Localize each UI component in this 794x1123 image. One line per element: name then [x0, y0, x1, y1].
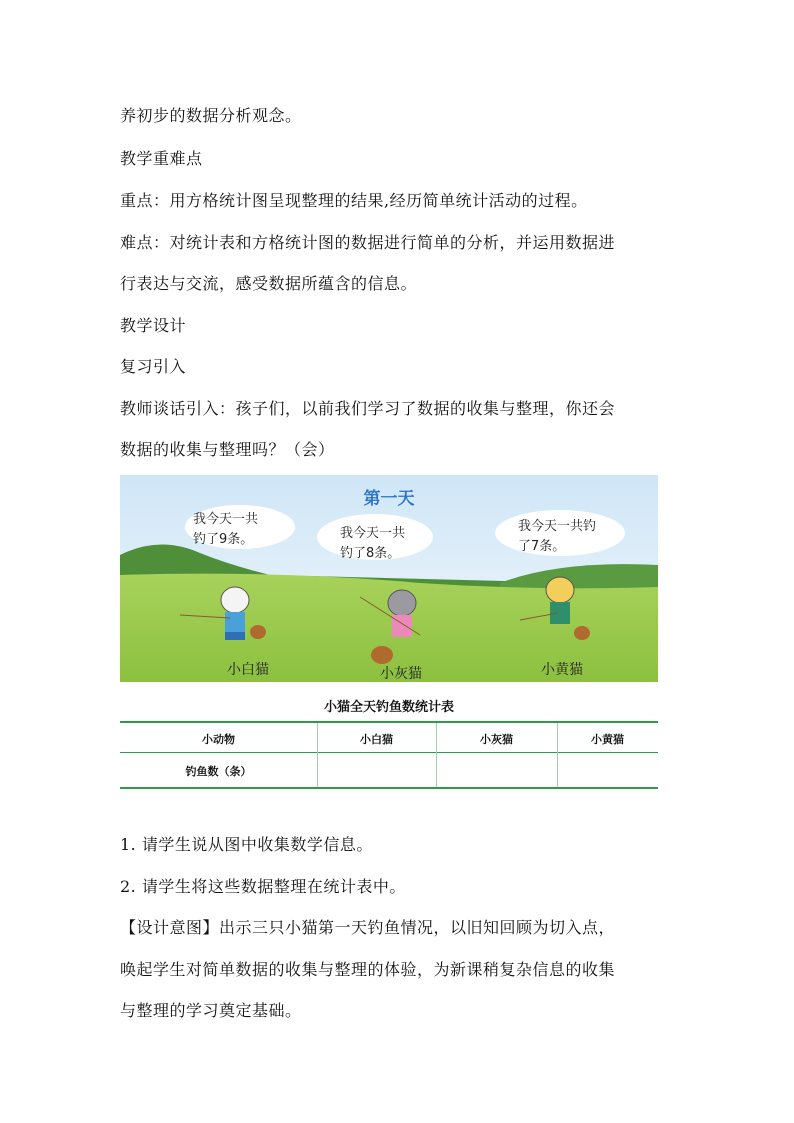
- bubble-gray-cat: 我今天一共 钓了8条。: [340, 526, 406, 561]
- caption-white-cat: 小白猫: [227, 662, 269, 678]
- illustration-title: 第一天: [363, 489, 415, 509]
- design-intent-2: 唤起学生对简单数据的收集与整理的体验，为新课稍复杂信息的收集: [120, 960, 616, 979]
- stats-table: [120, 721, 658, 789]
- para-key-point: 重点：用方格统计图呈现整理的结果,经历简单统计活动的过程。: [120, 191, 588, 210]
- caption-yellow-cat: 小黄猫: [541, 662, 583, 678]
- design-intent-1: 【设计意图】出示三只小猫第一天钓鱼情况，以旧知回顾为切入点，: [120, 918, 616, 937]
- table-title: 小猫全天钓鱼数统计表: [323, 700, 454, 715]
- heading-design: 教学设计: [120, 316, 187, 335]
- caption-gray-cat: 小灰猫: [380, 666, 422, 682]
- para-intro-2: 数据的收集与整理吗？（会）: [120, 440, 335, 459]
- header-gray-cat: 小灰猫: [480, 733, 513, 746]
- bubble-white-cat: 我今天一共 钓了9条。: [193, 512, 259, 547]
- para-difficulty-2: 行表达与交流，感受数据所蕴含的信息。: [120, 274, 418, 293]
- fishing-illustration: [120, 475, 658, 682]
- para-difficulty-1: 难点：对统计表和方格统计图的数据进行简单的分析，并运用数据进: [120, 233, 616, 252]
- header-animal: 小动物: [202, 733, 235, 746]
- bubble-yellow-cat: 我今天一共钓 了7条。: [518, 519, 597, 554]
- step-2: 2. 请学生将这些数据整理在统计表中。: [120, 877, 406, 896]
- header-white-cat: 小白猫: [360, 733, 393, 746]
- heading-difficulty: 教学重难点: [120, 149, 203, 168]
- para-intro-1: 教师谈话引入：孩子们，以前我们学习了数据的收集与整理，你还会: [120, 399, 616, 418]
- header-yellow-cat: 小黄猫: [591, 733, 624, 746]
- para-0: 养初步的数据分析观念。: [120, 106, 302, 125]
- heading-review: 复习引入: [120, 357, 187, 376]
- design-intent-3: 与整理的学习奠定基础。: [120, 1001, 302, 1020]
- row-label-fish-count: 钓鱼数（条）: [185, 765, 252, 778]
- step-1: 1. 请学生说从图中收集数学信息。: [120, 835, 373, 854]
